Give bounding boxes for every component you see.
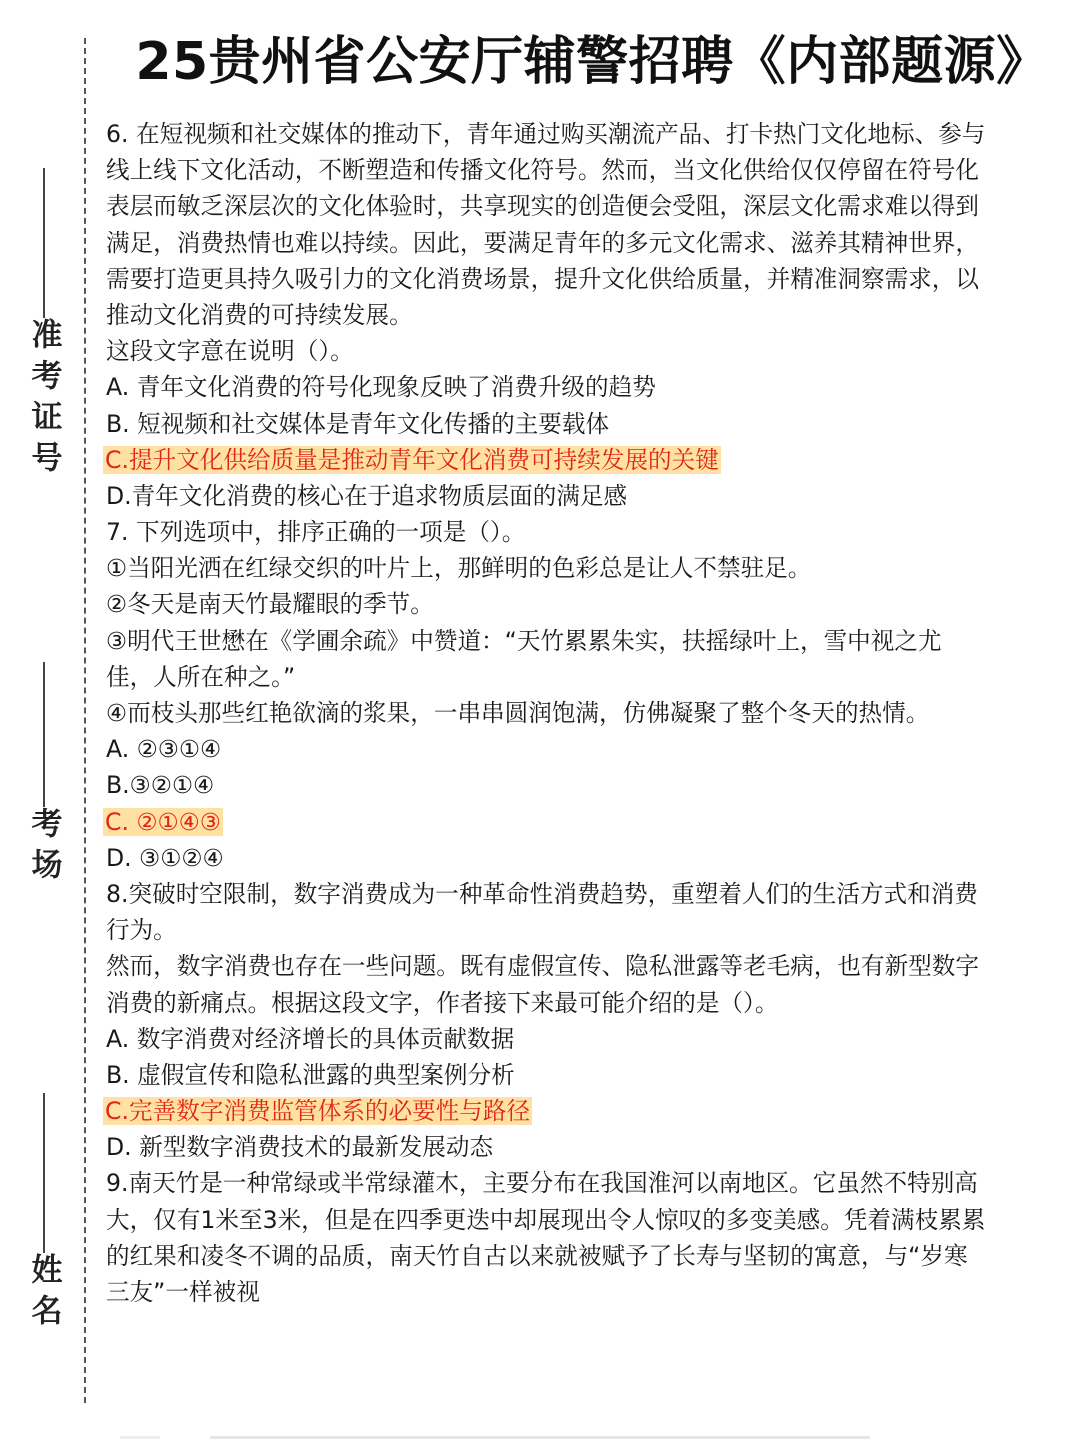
text-line: [106, 1202, 1068, 1238]
question-content: [106, 116, 1068, 1310]
exam-room-write-line[interactable]: [43, 662, 45, 807]
text-line: [106, 152, 1068, 188]
text-line: [106, 188, 1068, 224]
line-text: A. 青年文化消费的符号化现象反映了消费升级的趋势: [106, 373, 656, 402]
text-line: [106, 985, 1068, 1021]
line-text: 消费的新痛点。根据这段文字，作者接下来最可能介绍的是（）。: [106, 988, 779, 1017]
correct-answer-text: C.提升文化供给质量是推动青年文化消费可持续发展的关键: [105, 445, 719, 474]
line-text: B. 虚假宣传和隐私泄露的典型案例分析: [106, 1060, 515, 1089]
text-line: [106, 840, 1068, 876]
line-text: 6. 在短视频和社交媒体的推动下，青年通过购买潮流产品、打卡热门文化地标、参与: [106, 120, 986, 148]
text-line: [106, 369, 1068, 405]
line-text: ③明代王世懋在《学圃余疏》中赞道：“天竹累累朱实，扶摇绿叶上，雪中视之尤: [106, 626, 942, 655]
highlighted-answer-line: [106, 1093, 1068, 1129]
line-text: 推动文化消费的可持续发展。: [106, 300, 413, 329]
line-text: D. 新型数字消费技术的最新发展动态: [106, 1133, 494, 1162]
text-line: [106, 297, 1068, 333]
text-line: [106, 623, 1068, 659]
exam-id-field: [22, 168, 66, 482]
line-text: ②冬天是南天竹最耀眼的季节。: [106, 590, 434, 619]
exam-id-write-line[interactable]: [43, 168, 45, 318]
text-line: [106, 695, 1068, 731]
line-text: 线上线下文化活动，不断塑造和传播文化符号。然而，当文化供给仅仅停留在符号化: [106, 156, 979, 185]
text-line: [106, 514, 1068, 550]
highlighted-answer-line: [106, 804, 1068, 840]
correct-answer-text: C.完善数字消费监管体系的必要性与路径: [105, 1097, 531, 1126]
text-line: [106, 550, 1068, 586]
line-text: 行为。: [106, 916, 177, 945]
page-title: 25贵州省公安厅辅警招聘《内部题源》: [135, 32, 1049, 92]
bottom-divider: [210, 1436, 870, 1439]
line-text: 这段文字意在说明（）。: [106, 337, 354, 366]
line-text: 满足，消费热情也难以持续。因此，要满足青年的多元文化需求、滋养其精神世界，: [106, 228, 979, 257]
exam-room-field: [22, 662, 66, 889]
text-line: [106, 1165, 1068, 1201]
line-text: D.青年文化消费的核心在于追求物质层面的满足感: [106, 481, 628, 510]
binding-dashed-line: [84, 38, 86, 1403]
text-line: [106, 876, 1068, 912]
line-text: 需要打造更具持久吸引力的文化消费场景，提升文化供给质量，并精准洞察需求，以: [106, 264, 979, 293]
line-text: ①当阳光洒在红绿交织的叶片上，那鲜明的色彩总是让人不禁驻足。: [106, 554, 812, 583]
text-line: [106, 1129, 1068, 1165]
line-text: 7. 下列选项中，排序正确的一项是（）。: [106, 518, 526, 547]
text-line: [106, 767, 1068, 803]
line-text: 的红果和凌冬不调的品质，南天竹自古以来就被赋予了长寿与坚韧的寓意，与“岁寒: [106, 1241, 968, 1270]
text-line: [106, 1021, 1068, 1057]
line-text: 三友”一样被视: [106, 1278, 260, 1306]
text-line: [106, 1274, 1068, 1310]
text-line: [106, 406, 1068, 442]
name-field: [22, 1093, 66, 1335]
text-line: [106, 912, 1068, 948]
line-text: 8.突破时空限制，数字消费成为一种革命性消费趋势，重塑着人们的生活方式和消费: [106, 879, 978, 908]
exam-room-label: 考场: [25, 807, 62, 889]
line-text: B. 短视频和社交媒体是青年文化传播的主要载体: [106, 409, 610, 438]
name-write-line[interactable]: [43, 1093, 45, 1253]
text-line: [106, 948, 1068, 984]
text-line: [106, 225, 1068, 261]
bottom-mark: [120, 1436, 160, 1439]
text-line: [106, 586, 1068, 622]
line-text: D. ③①②④: [106, 843, 224, 872]
text-line: [106, 333, 1068, 369]
text-line: [106, 659, 1068, 695]
line-text: 佳，人所在种之。”: [106, 662, 296, 691]
text-line: [106, 261, 1068, 297]
text-line: [106, 1057, 1068, 1093]
name-label: 姓名: [25, 1253, 62, 1335]
line-text: ④而枝头那些红艳欲滴的浆果，一串串圆润饱满，仿佛凝聚了整个冬天的热情。: [106, 699, 930, 727]
line-text: B.③②①④: [106, 771, 215, 800]
line-text: A. 数字消费对经济增长的具体贡献数据: [106, 1024, 515, 1053]
text-line: [106, 731, 1068, 767]
text-line: [106, 116, 1068, 152]
text-line: [106, 478, 1068, 514]
line-text: 表层而敏乏深层次的文化体验时，共享现实的创造便会受阻，深层文化需求难以得到: [106, 192, 979, 221]
correct-answer-text: C. ②①④③: [105, 807, 222, 836]
line-text: 9.南天竹是一种常绿或半常绿灌木，主要分布在我国淮河以南地区。它虽然不特别高: [106, 1169, 978, 1198]
highlighted-answer-line: [106, 442, 1068, 478]
line-text: A. ②③①④: [106, 735, 222, 764]
exam-id-label: 准考证号: [25, 318, 62, 482]
text-line: [106, 1238, 1068, 1274]
line-text: 然而，数字消费也存在一些问题。既有虚假宣传、隐私泄露等老毛病，也有新型数字: [106, 952, 979, 981]
line-text: 大，仅有1米至3米，但是在四季更迭中却展现出令人惊叹的多变美感。凭着满枝累累: [106, 1205, 986, 1234]
